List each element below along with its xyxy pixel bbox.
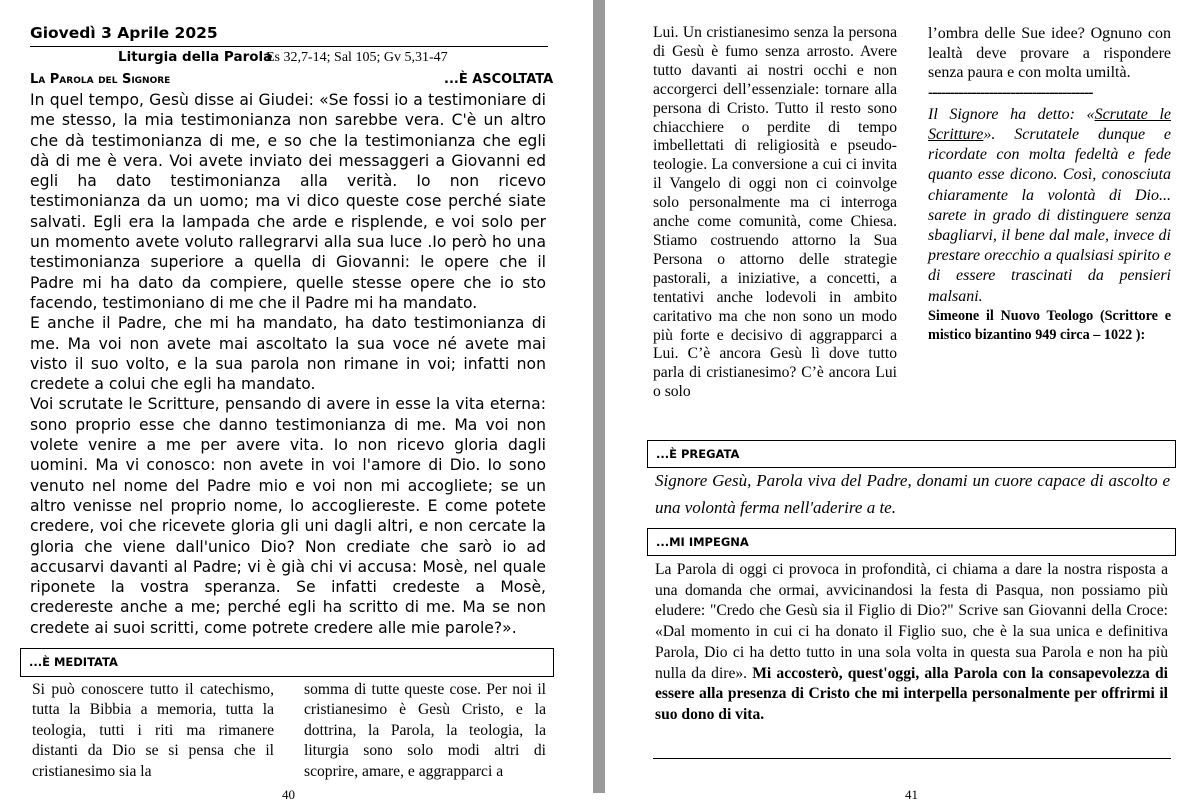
commitment-heading-box	[647, 528, 1176, 556]
right-page	[605, 0, 1196, 802]
separator-dashes: --------------------------------------	[928, 83, 1093, 101]
prayed-heading-box	[647, 440, 1176, 468]
reflection-column-2	[928, 24, 1171, 345]
gospel-text	[30, 90, 546, 638]
gospel-paragraph: E anche il Padre, che mi ha mandato, ha dato testimonianza di me. Ma voi non avete mai ascoltato la sua voce né avete mai visto il suo volto, e la sua parola non rimane in voi; infatti non credete a colui che egli ha mandato.	[30, 314, 546, 394]
quote-author: Simeone il Nuovo Teologo (Scrittore e mistico bizantino 949 circa – 1022 ):	[928, 307, 1171, 343]
page-date: Giovedì 3 Aprile 2025	[30, 24, 218, 42]
liturgy-references: Es 32,7-14; Sal 105; Gv 5,31-47	[266, 50, 448, 65]
quote-intro: Il Signore ha detto: «	[928, 105, 1095, 123]
reflection-column-1: Lui. Un cristianesimo senza la persona di Gesù è fumo senza arrosto. Avere tutto davanti ai nostri occhi e non accorgerci dell’essenziale: tornare alla persona di Cristo. Tutto il resto sono chiacchiere o perdite di tempo imbellettati di religiosità e pseudo-teologie. La conversione a cui ci invita il Vangelo di oggi non ci coinvolge solo personalmente ma ci interroga anche come comunità, come Chiesa. Stiamo costruendo attorno la Sua Persona o attorno delle strategie pastorali, a iniziative, a concetti, a tentativi anche lodevoli in ambito caritativo ma che non sono un modo più forte e decisivo di aggrapparci a Lui. C’è ancora Gesù lì dove tutto parla di cristianesimo? C’è ancora Lui o solo	[653, 24, 897, 401]
prayer-text: Signore Gesù, Parola viva del Padre, donami un cuore capace di ascolto e una volontà ferma nell'aderire a te.	[655, 471, 1170, 517]
left-page	[0, 0, 593, 802]
header-rule	[30, 46, 548, 47]
meditated-heading: ...È MEDITATA	[29, 655, 118, 669]
prayed-heading: ...È PREGATA	[656, 447, 740, 461]
section-word-of-lord: La Parola del Signore	[30, 72, 171, 87]
footer-rule	[653, 758, 1171, 759]
page-number-left: 40	[282, 787, 295, 802]
meditated-heading-box	[20, 648, 554, 677]
book-gutter	[593, 0, 605, 793]
gospel-paragraph: In quel tempo, Gesù disse ai Giudei: «Se fossi io a testimoniare di me stesso, la mia testimonianza non sarebbe vera. C'è un altro che dà testimonianza di me, e so che la testimonianza che egli dà di me è vera. Voi avete inviato dei messaggeri a Giovanni ed egli ha dato testimonianza alla verità. Io non ricevo testimonianza da un uomo; ma vi dico queste cose perché siate salvati. Egli era la lampada che arde e risplende, e voi solo per un momento avete voluto rallegrarvi alla sua luce .Io però ho una testimonianza superiore a quella di Giovanni: le opere che il Padre mi ha dato da compiere, quelle stesse opere che io sto facendo, testimoniano di me che il Padre mi ha mandato.	[30, 91, 546, 312]
reflection-continuation: l’ombra delle Sue idee? Ognuno con lealtà deve provare a rispondere senza paura e con molta umiltà.	[928, 25, 1171, 82]
commitment-resolution: Mi accosterò, quest'oggi, alla Parola con la consapevolezza di essere alla presenza di Cristo che mi interpella personalmente per offrirmi il suo dono di vita.	[655, 664, 1168, 723]
gospel-paragraph: Voi scrutate le Scritture, pensando di avere in esse la vita eterna: sono proprio esse che danno testimonianza di me. Ma voi non volete venire a me per avere vita. Io non ricevo gloria dagli uomini. Ma vi conosco: non avete in voi l'amore di Dio. Io sono venuto nel nome del Padre mio e voi non mi accogliete; se un altro venisse nel proprio nome, lo accogliereste. E come potete credere, voi che ricevete gloria gli uni dagli altri, e non cercate la gloria che viene dall'unico Dio? Non crediate che sarò io ad accusarvi davanti al Padre; vi è già chi vi accusa: Mosè, nel quale riponete la vostra speranza. Se infatti credeste a Mosè, credereste anche a me; perché egli ha scritto di me. Ma se non credete ai suoi scritti, come potrete credere alle mie parole?».	[30, 395, 546, 637]
commitment-heading: ...MI IMPEGNA	[656, 535, 749, 549]
commitment-text	[655, 560, 1168, 726]
quote-scripture-reference: Scrutate le Scritture	[928, 105, 1171, 143]
meditation-column-1: Si può conoscere tutto il catechismo, tutta la Bibbia a memoria, tutta la teologia, tutti i riti ma rimanere distanti da Dio se si pensa che il cristianesimo sia la	[32, 681, 274, 780]
commitment-body: La Parola di oggi ci provoca in profondità, ci chiama a dare la nostra risposta a una domanda che ormai, avvicinandosi la festa di Pasqua, non possiamo più eludere: "Credo che Gesù sia il Figlio di Dio?" Scrive san Giovanni della Croce: «Dal momento in cui ci ha donato il Figlio suo, che è la sua unica e definitiva Parola, Dio ci ha detto tutto in una sola volta in questa sua Parola e non ha più nulla da dire».	[655, 561, 1168, 682]
quote-body: ». Scrutatele dunque e ricordate con molta fedeltà e fede quanto esse dicono. Così, conosciuta chiaramente la volontà di Dio... sarete in grado di distinguere senza sbagliarvi, il bene dal male, invece di prestare orecchio a qualsiasi spirito e di essere trascinati da pensieri malsani.	[928, 125, 1171, 305]
liturgy-title: Liturgia della Parola	[118, 49, 273, 65]
saint-quote	[928, 105, 1171, 307]
meditation-column-2: somma di tutte queste cose. Per noi il cristianesimo è Gesù Cristo, e la dottrina, la Parola, la teologia, la liturgia sono solo modi altri di scoprire, amare, e aggrapparci a	[304, 681, 546, 780]
section-listened: ...È ASCOLTATA	[444, 72, 554, 87]
page-number-right: 41	[905, 787, 918, 802]
